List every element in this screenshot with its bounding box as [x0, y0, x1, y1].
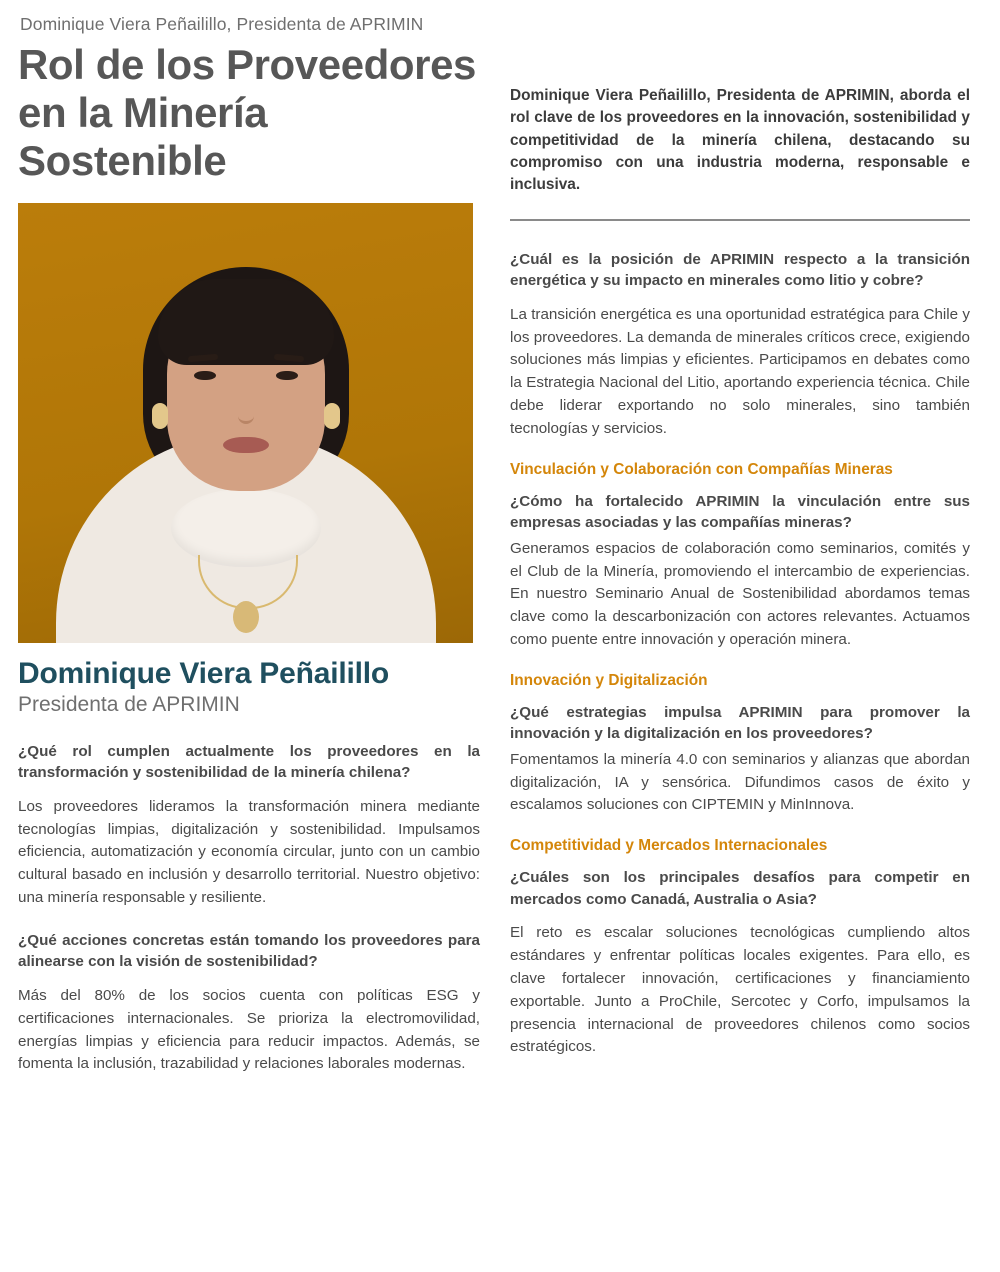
- answer-5: Fomentamos la minería 4.0 con seminarios y alianzas que abordan digitalización, IA y sensórica. Difundimos casos de éxito y escalamos soluciones con CIPTEMIN y MinInnova.: [510, 750, 970, 814]
- answer-1: Los proveedores lideramos la transformación minera mediante tecnologías limpias, digitalización y sostenibilidad. Impulsamos eficiencia, automatización y economía circular, junto con un cambio cultural basado en inclusión y desarrollo territorial. Nuestro objetivo: una minería responsable y resiliente.: [18, 797, 480, 906]
- hair-front-shape: [158, 279, 334, 365]
- article-columns: [18, 41, 970, 1096]
- answer-6: El reto es escalar soluciones tecnológicas cumpliendo altos estándares y enfrentar políticas locales exigentes. Para ello, es clave fortalecer innovación, certificaciones y financiamiento exportable. Junto a ProChile, Sercotec y Corfo, impulsamos la presencia internacional de proveedores chilenos como socios estratégicos.: [510, 924, 970, 1056]
- section-title-competitividad: Competitividad y Mercados Internacionales: [510, 837, 828, 855]
- person-name: Dominique Viera Peñailillo: [18, 656, 390, 690]
- earring-left-shape: [152, 403, 168, 429]
- question-5: ¿Qué estrategias impulsa APRIMIN para promover la innovación y la digitalización en los proveedores?: [510, 703, 970, 743]
- section-title-innovacion: Innovación y Digitalización: [510, 671, 708, 689]
- left-column: [18, 41, 480, 1096]
- question-2: ¿Qué acciones concretas están tomando los proveedores para alinearse con la visión de sostenibilidad?: [18, 931, 480, 971]
- question-1: ¿Qué rol cumplen actualmente los proveedores en la transformación y sostenibilidad de la minería chilena?: [18, 742, 480, 782]
- question-6: ¿Cuáles son los principales desafíos para competir en mercados como Canadá, Australia o Asia?: [510, 869, 970, 908]
- answer-4: Generamos espacios de colaboración como seminarios, comités y el Club de la Minería, promoviendo el intercambio de experiencias. En nuestro Seminario Anual de Sostenibilidad abordamos temas clave como la descarbonización con actores relevantes. Actuamos como puente entre innovación y operación minera.: [510, 539, 970, 648]
- person-role: Presidenta de APRIMIN: [18, 692, 240, 716]
- answer-3: La transición energética es una oportunidad estratégica para Chile y los proveedores. La demanda de minerales críticos crece, exigiendo soluciones más limpias y eficientes. Participamos en debates como la Estrategia Nacional del Litio, aportando experiencia técnica. Chile debe liderar exportando no solo minerales, sino también tecnologías y servicios.: [510, 305, 970, 437]
- right-column: [510, 41, 970, 1079]
- article-kicker: Dominique Viera Peñailillo, Presidenta de APRIMIN: [20, 14, 424, 34]
- eye-right-shape: [276, 371, 298, 380]
- nose-shape: [238, 399, 254, 424]
- necklace-pendant-shape: [233, 601, 259, 633]
- answer-2: Más del 80% de los socios cuenta con políticas ESG y certificaciones internacionales. Se prioriza la electromovilidad, energías limpias y eficiencia para reducir impactos. Además, se fomenta la inclusión, trazabilidad y relaciones laborales modernas.: [18, 986, 480, 1073]
- section-title-vinculacion: Vinculación y Colaboración con Compañías Mineras: [510, 460, 893, 478]
- question-4: ¿Cómo ha fortalecido APRIMIN la vinculación entre sus empresas asociadas y las compañías mineras?: [510, 492, 970, 532]
- lead-paragraph: Dominique Viera Peñailillo, Presidenta de APRIMIN, aborda el rol clave de los proveedores en la innovación, sostenibilidad y competitividad de la minería chilena, destacando su compromiso con una industria moderna, responsable e inclusiva.: [510, 87, 970, 194]
- earring-right-shape: [324, 403, 340, 429]
- eye-left-shape: [194, 371, 216, 380]
- question-3: ¿Cuál es la posición de APRIMIN respecto a la transición energética y su impacto en minerales como litio y cobre?: [510, 250, 970, 290]
- portrait-image: [18, 203, 473, 643]
- page-title: Rol de los Proveedores en la Minería Sostenible: [18, 41, 477, 184]
- mouth-shape: [223, 437, 269, 453]
- section-divider: [510, 219, 970, 221]
